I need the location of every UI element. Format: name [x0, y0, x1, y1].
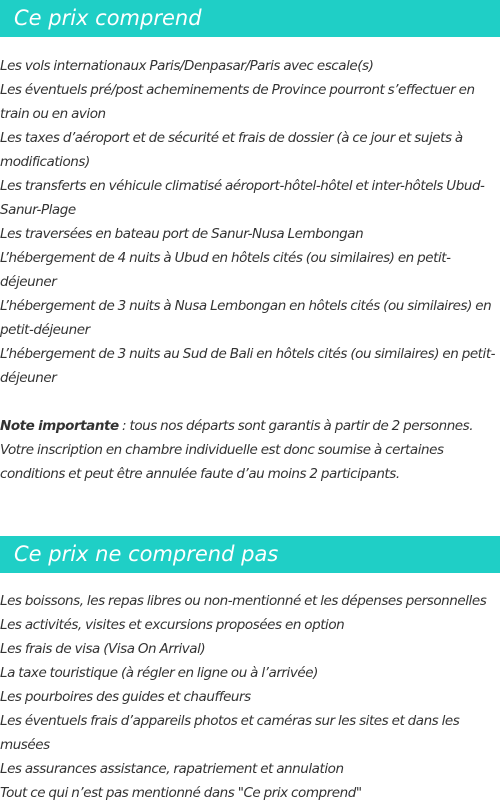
section-header-ce-prix-comprend — [0, 0, 500, 37]
list-item: Les éventuels pré/post acheminements de Province pourront s’effectuer en train ou en avion — [0, 82, 475, 122]
list-item: Les traversées en bateau port de Sanur-Nusa Lembongan — [0, 226, 364, 242]
list-item: L’hébergement de 4 nuits à Ubud en hôtels cités (ou similaires) en petit-déjeuner — [0, 250, 451, 290]
list-item: Les taxes d’aéroport et de sécurité et frais de dossier (à ce jour et sujets à modifications) — [0, 130, 463, 170]
important-note — [0, 414, 500, 486]
included-items-list — [0, 54, 500, 390]
note-label: Note importante — [0, 418, 119, 434]
section-title-ne-comprend-pas: Ce prix ne comprend pas — [14, 542, 279, 566]
list-item: Tout ce qui n’est pas mentionné dans "Ce prix comprend" — [0, 785, 362, 801]
list-item: Les transferts en véhicule climatisé aéroport-hôtel-hôtel et inter-hôtels Ubud-Sanur-Plage — [0, 178, 485, 218]
list-item: Les frais de visa (Visa On Arrival) — [0, 641, 206, 657]
list-item: Les activités, visites et excursions proposées en option — [0, 617, 345, 633]
list-item: L’hébergement de 3 nuits à Nusa Lembongan en hôtels cités (ou similaires) en petit-déjeuner — [0, 298, 492, 338]
list-item: La taxe touristique (à régler en ligne ou à l’arrivée) — [0, 665, 318, 681]
list-item: Les assurances assistance, rapatriement et annulation — [0, 761, 344, 777]
list-item: Les boissons, les repas libres ou non-mentionné et les dépenses personnelles — [0, 593, 487, 609]
note-text: : tous nos départs sont garantis à partir de 2 personnes. Votre inscription en chambre individuelle est donc soumise à certaines conditions et peut être annulée faute d’au moins 2 participants. — [0, 418, 474, 482]
excluded-items-list — [0, 589, 500, 805]
section-header-ce-prix-ne-comprend-pas — [0, 536, 500, 573]
list-item: Les vols internationaux Paris/Denpasar/Paris avec escale(s) — [0, 58, 374, 74]
section-title-comprend: Ce prix comprend — [14, 6, 202, 30]
list-item: L’hébergement de 3 nuits au Sud de Bali en hôtels cités (ou similaires) en petit-déjeuner — [0, 346, 496, 386]
list-item: Les pourboires des guides et chauffeurs — [0, 689, 251, 705]
list-item: Les éventuels frais d’appareils photos et caméras sur les sites et dans les musées — [0, 713, 460, 753]
